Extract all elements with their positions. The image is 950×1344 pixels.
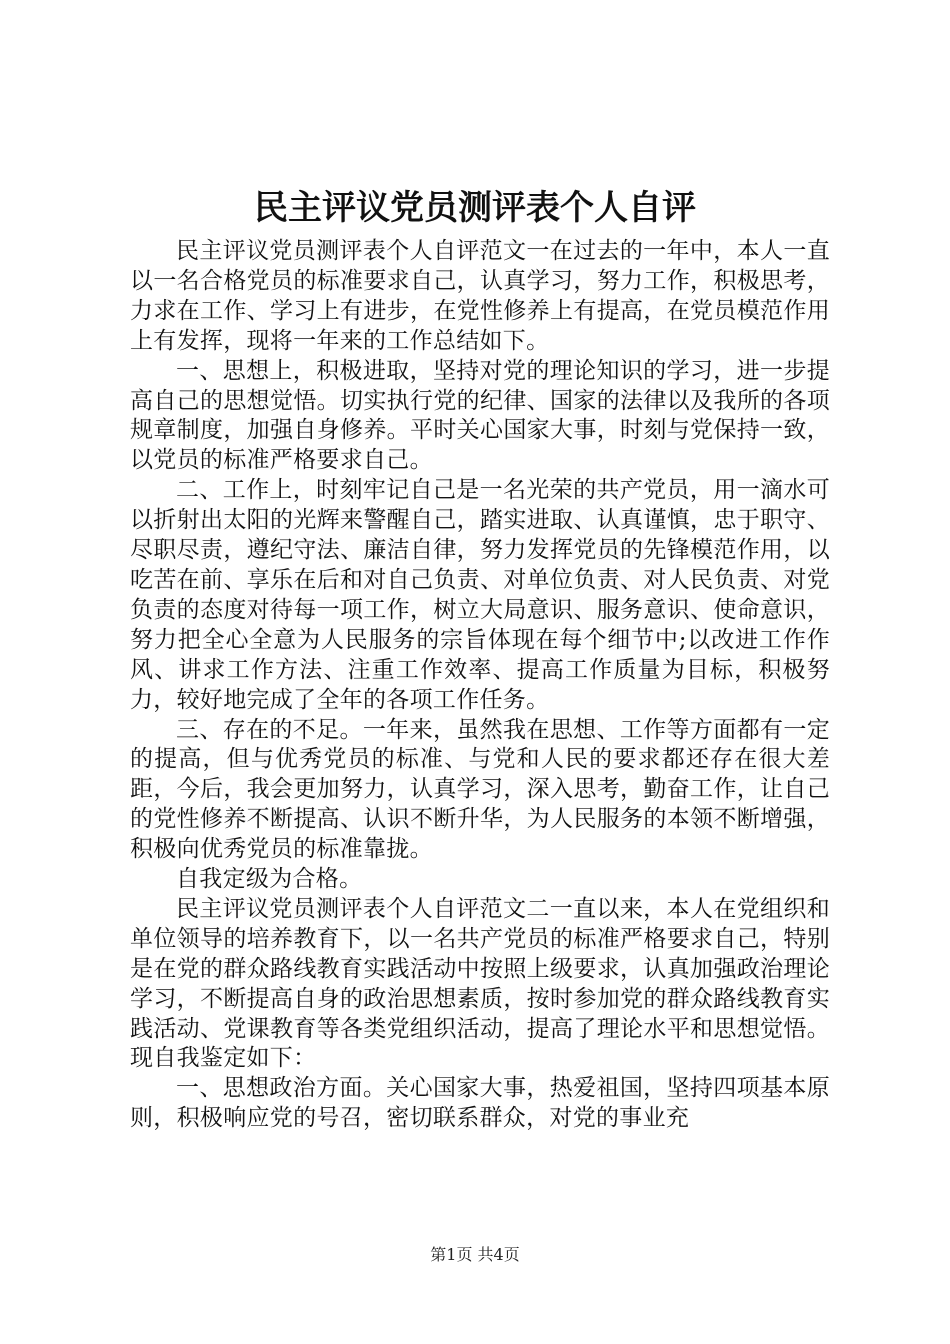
paragraph-thought: 一、思想上，积极进取，坚持对党的理论知识的学习，进一步提高自己的思想觉悟。切实执行党的纪律、国家的法律以及我所的各项规章制度，加强自身修养。平时关心国家大事，时刻与党保持一致，以党员的标准严格要求自己。	[130, 357, 830, 474]
document-body	[130, 237, 830, 1134]
page-number-footer: 第1页 共4页	[430, 1245, 520, 1264]
document-title: 民主评议党员测评表个人自评	[254, 188, 696, 228]
paragraph-sample-two: 民主评议党员测评表个人自评范文二一直以来，本人在党组织和单位领导的培养教育下，以一名共产党员的标准严格要求自己，特别是在党的群众路线教育实践活动中按照上级要求，认真加强政治理论学习，不断提高自身的政治思想素质，按时参加党的群众路线教育实践活动、党课教育等各类党组织活动，提高了理论水平和思想觉悟。现自我鉴定如下：	[130, 895, 830, 1072]
paragraph-intro: 民主评议党员测评表个人自评范文一在过去的一年中，本人一直以一名合格党员的标准要求自己，认真学习，努力工作，积极思考，力求在工作、学习上有进步，在党性修养上有提高，在党员模范作用上有发挥，现将一年来的工作总结如下。	[130, 238, 830, 354]
paragraph-shortcomings: 三、存在的不足。一年来，虽然我在思想、工作等方面都有一定的提高，但与优秀党员的标准、与党和人民的要求都还存在很大差距，今后，我会更加努力，认真学习，深入思考，勤奋工作，让自己的党性修养不断提高、认识不断升华，为人民服务的本领不断增强，积极向优秀党员的标准靠拢。	[130, 716, 830, 863]
paragraph-work: 二、工作上，时刻牢记自己是一名光荣的共产党员，用一滴水可以折射出太阳的光辉来警醒自己，踏实进取、认真谨慎，忠于职守、尽职尽责，遵纪守法、廉洁自律，努力发挥党员的先锋模范作用，以吃苦在前、享乐在后和对自己负责、对单位负责、对人民负责、对党负责的态度对待每一项工作，树立大局意识、服务意识、使命意识，努力把全心全意为人民服务的宗旨体现在每个细节中;以改进工作作风、讲求工作方法、注重工作效率、提高工作质量为目标，积极努力，较好地完成了全年的各项工作任务。	[130, 477, 830, 713]
paragraph-political: 一、思想政治方面。关心国家大事，热爱祖国，坚持四项基本原则，积极响应党的号召，密切联系群众，对党的事业充	[130, 1075, 830, 1132]
paragraph-self-rating: 自我定级为合格。	[176, 866, 363, 893]
